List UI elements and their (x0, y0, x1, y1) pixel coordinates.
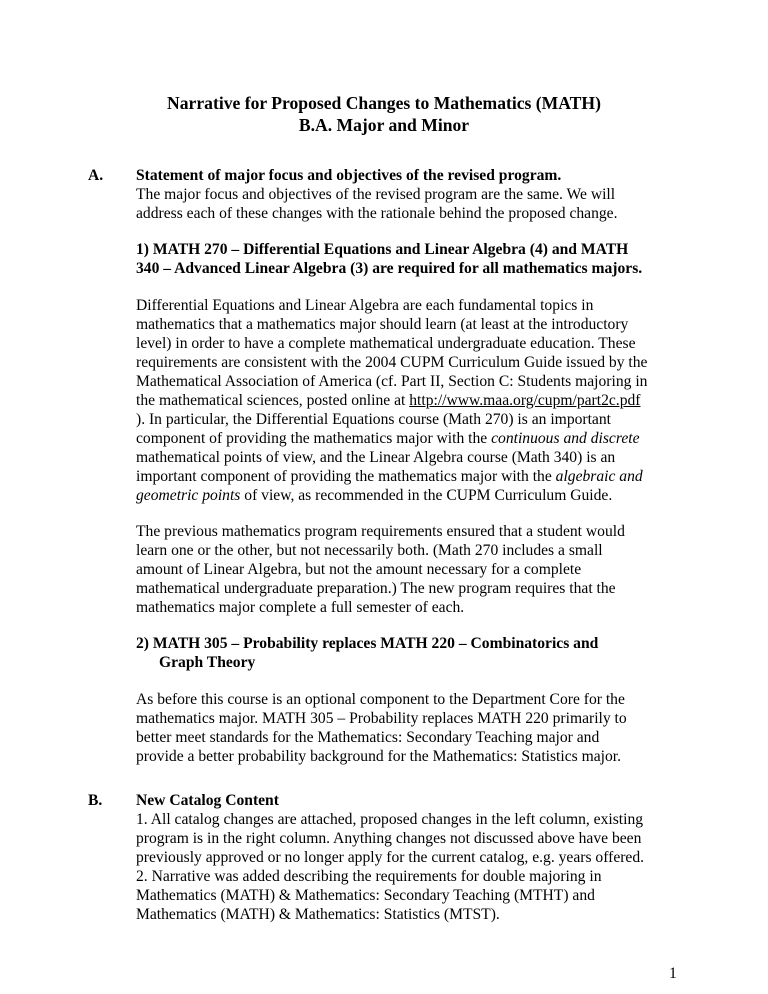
item-1-paragraph-2-line: amount of Linear Algebra, but not the amount necessary for a complete (136, 561, 582, 578)
emphasis-text: continuous and discrete (491, 430, 640, 447)
item-1-paragraph-line: Differential Equations and Linear Algebra are each fundamental topics in (136, 297, 594, 314)
item-2-heading-line: Graph Theory (159, 654, 256, 671)
item-1-paragraph-line (136, 467, 643, 486)
section-b-line: Mathematics (MATH) & Mathematics: Secondary Teaching (MTHT) and (136, 887, 595, 904)
item-2-paragraph-line: mathematics major. MATH 305 – Probability replaces MATH 220 primarily to (136, 710, 627, 727)
section-b-line: 2. Narrative was added describing the requirements for double majoring in (136, 868, 602, 885)
emphasis-text: geometric points (136, 487, 241, 504)
section-b-line: Mathematics (MATH) & Mathematics: Statistics (MTST). (136, 906, 500, 923)
paragraph-text: the mathematical sciences, posted online at (136, 392, 410, 409)
section-b-line: 1. All catalog changes are attached, proposed changes in the left column, existing (136, 811, 644, 828)
item-1-paragraph-line: mathematical points of view, and the Linear Algebra course (Math 340) is an (136, 449, 616, 466)
document-title-line-1: Narrative for Proposed Changes to Mathematics (MATH) (167, 93, 601, 113)
cupm-guide-link[interactable]: http://www.maa.org/cupm/part2c.pdf (409, 392, 641, 409)
page-number: 1 (669, 965, 677, 982)
item-1-paragraph-line (136, 429, 640, 448)
item-1-paragraph-line (136, 391, 641, 410)
item-1-heading-line: 1) MATH 270 – Differential Equations and Linear Algebra (4) and MATH (136, 241, 629, 258)
section-b-line: previously approved or no longer apply for the current catalog, e.g. years offered. (136, 849, 645, 866)
item-1-paragraph-2-line: mathematical undergraduate preparation.) The new program requires that the (136, 580, 616, 597)
section-b-heading: New Catalog Content (136, 792, 279, 809)
section-b-label: B. (88, 792, 103, 809)
item-2-paragraph-line: As before this course is an optional component to the Department Core for the (136, 691, 625, 708)
item-2-paragraph-line: better meet standards for the Mathematics: Secondary Teaching major and (136, 729, 600, 746)
paragraph-text: of view, as recommended in the CUPM Curriculum Guide. (240, 487, 613, 504)
item-1-paragraph-line: mathematics that a mathematics major should learn (at least at the introductory (136, 316, 629, 333)
item-1-paragraph-line: requirements are consistent with the 2004 CUPM Curriculum Guide issued by the (136, 354, 648, 371)
item-1-paragraph-2-line: mathematics major complete a full semester of each. (136, 599, 465, 616)
paragraph-text: important component of providing the mathematics major with the (136, 468, 556, 485)
emphasis-text: algebraic and (555, 468, 643, 485)
item-1-paragraph-2-line: The previous mathematics program requirements ensured that a student would (136, 523, 625, 540)
item-1-paragraph-line: ). In particular, the Differential Equations course (Math 270) is an important (136, 411, 611, 428)
item-2-heading-line: 2) MATH 305 – Probability replaces MATH 220 – Combinatorics and (136, 635, 599, 652)
paragraph-text: component of providing the mathematics major with the (136, 430, 492, 447)
item-1-paragraph-line: Mathematical Association of America (cf. Part II, Section C: Students majoring in (136, 373, 648, 390)
section-a-intro-line: address each of these changes with the rationale behind the proposed change. (136, 205, 618, 222)
item-1-paragraph-2-line: learn one or the other, but not necessarily both. (Math 270 includes a small (136, 542, 603, 559)
section-b-line: program is in the right column. Anything changes not discussed above have been (136, 830, 642, 847)
section-a-heading: Statement of major focus and objectives of the revised program. (136, 167, 562, 184)
section-a-label: A. (88, 167, 104, 184)
item-1-paragraph-line: level) in order to have a complete mathematical undergraduate education. These (136, 335, 636, 352)
item-1-heading-line: 340 – Advanced Linear Algebra (3) are required for all mathematics majors. (136, 260, 643, 277)
section-a-intro-line: The major focus and objectives of the revised program are the same. We will (136, 186, 616, 203)
item-1-paragraph-line (136, 486, 612, 505)
document-title-line-2: B.A. Major and Minor (298, 115, 470, 135)
item-2-paragraph-line: provide a better probability background for the Mathematics: Statistics major. (136, 748, 622, 765)
